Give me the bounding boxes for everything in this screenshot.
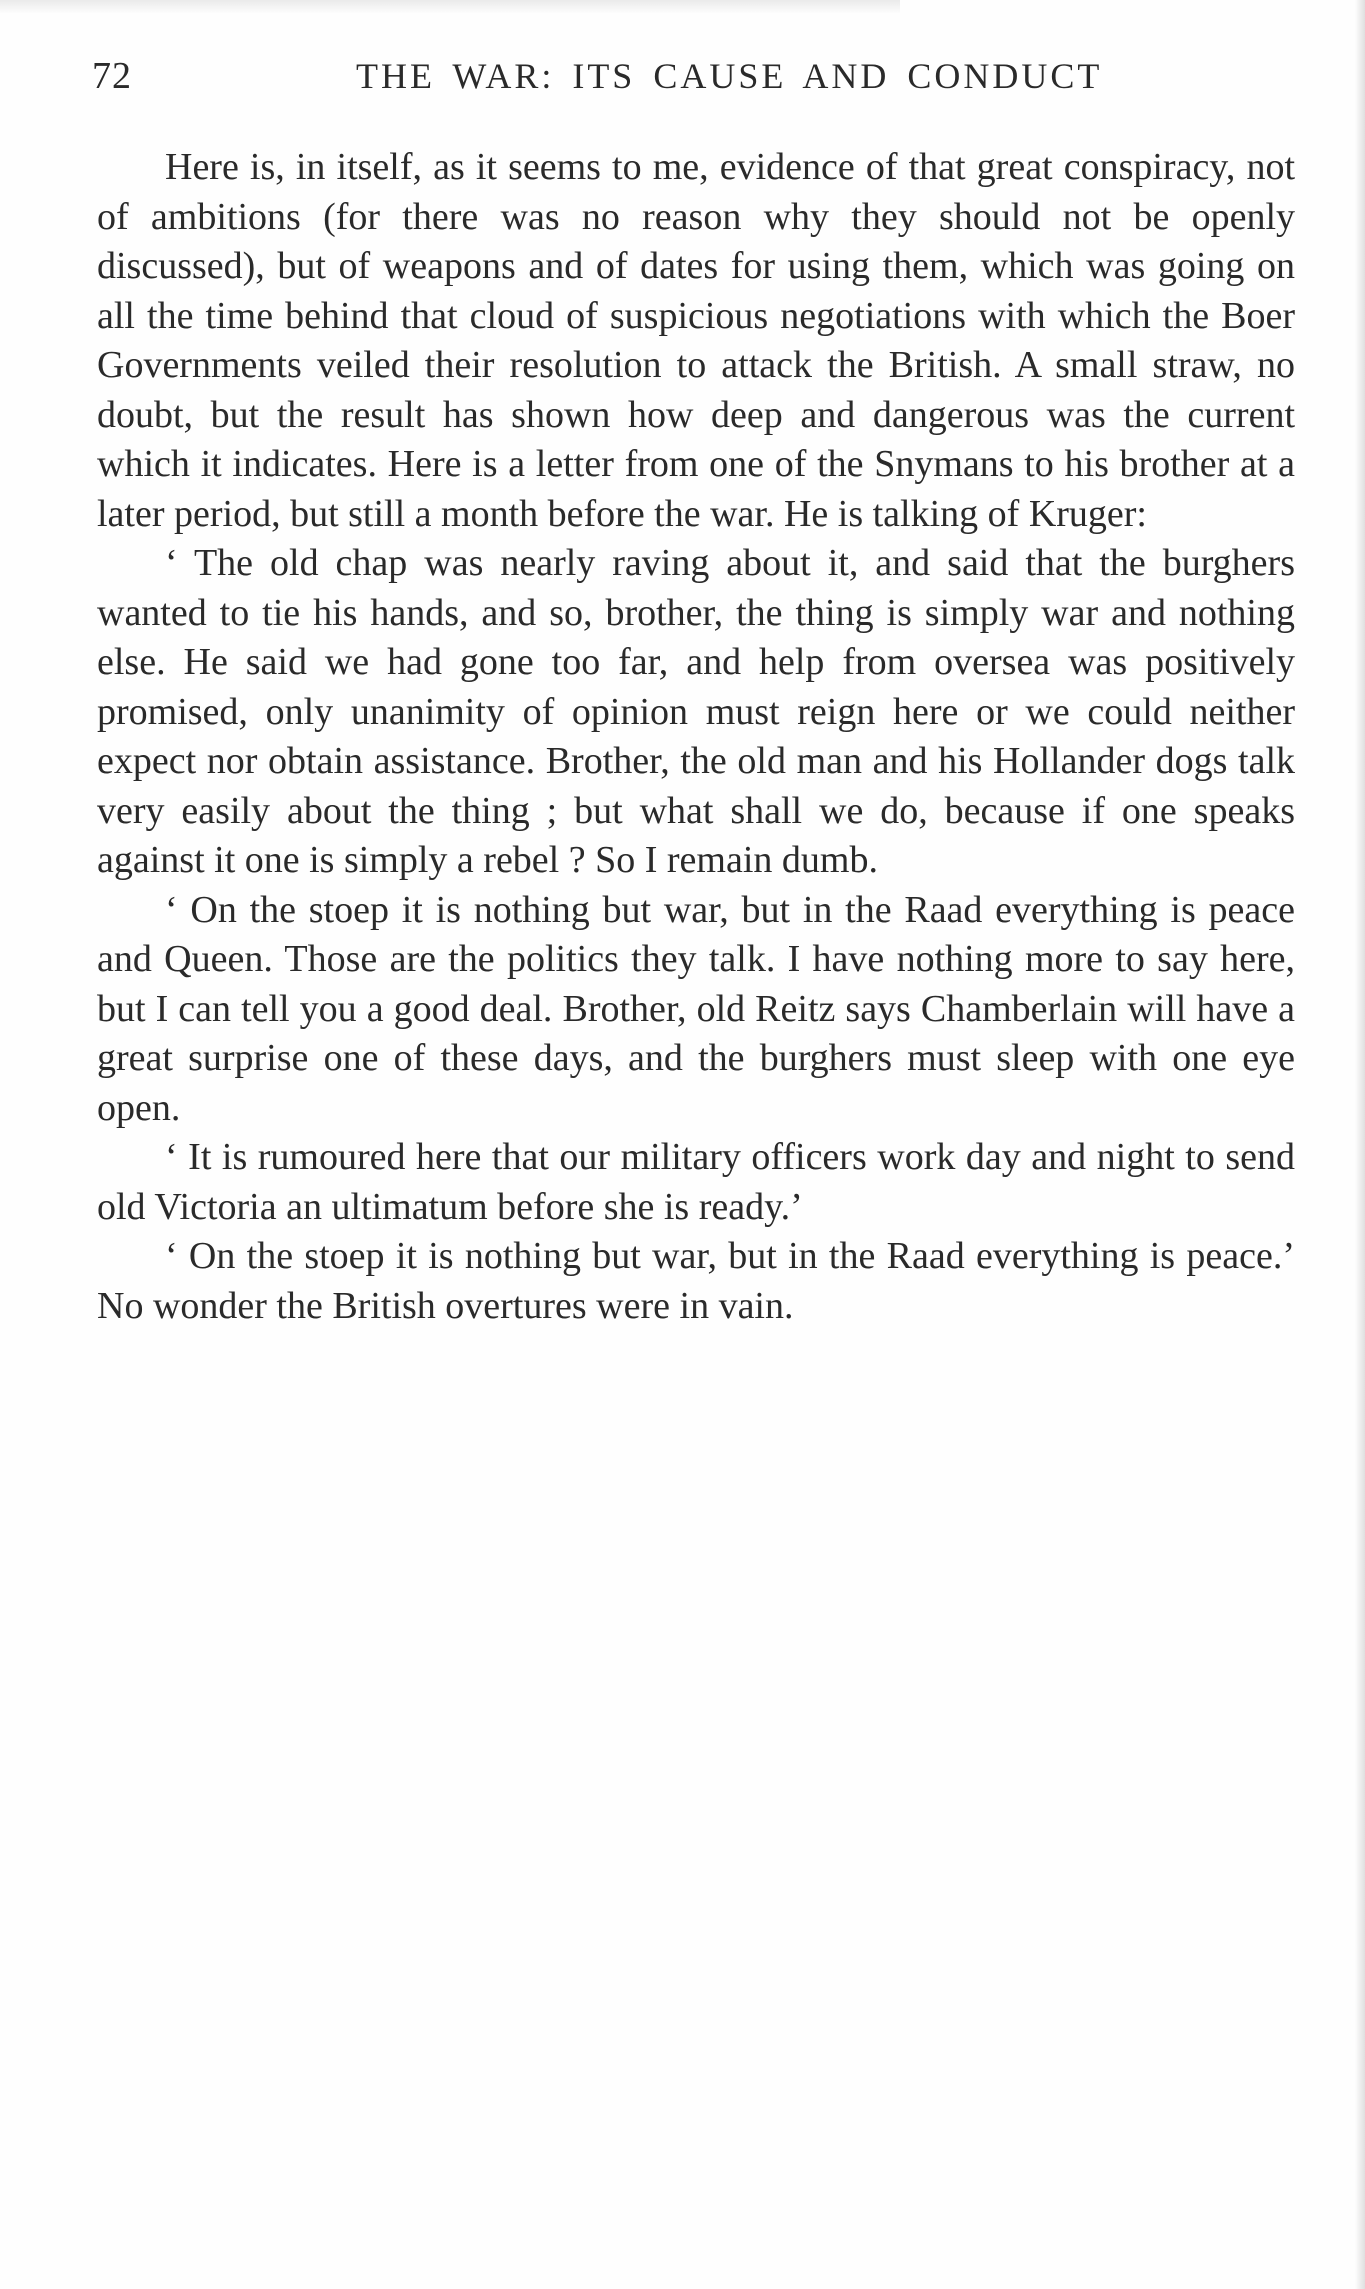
- page-header: [92, 54, 1292, 104]
- body-text: [97, 143, 1295, 1331]
- running-head: THE WAR: ITS CAUSE AND CONDUCT: [356, 56, 1103, 96]
- page-number: 72: [92, 55, 132, 97]
- paragraph: ‘ The old chap was nearly raving about it, and said that the burghers wanted to tie his hands, and so, brother, the thing is simply war and nothing else. He said we had gone too far, and help from oversea was positively promised, only unanimity of opinion must reign here or we could neither expect nor obtain assistance. Brother, the old man and his Hollander dogs talk very easily about the thing ; but what shall we do, because if one speaks against it one is simply a rebel ? So I remain dumb.: [97, 542, 1295, 881]
- paragraph: ‘ On the stoep it is nothing but war, but in the Raad everything is peace.’ No wonder the British overtures were in vain.: [97, 1235, 1295, 1327]
- scan-top-edge: [0, 0, 900, 14]
- paragraph: Here is, in itself, as it seems to me, evidence of that great conspiracy, not of ambitions (for there was no reason why they should not be openly discussed), but of weapons and of dates for using them, which was going on all the time behind that cloud of suspicious negotiations with which the Boer Governments veiled their resolution to attack the British. A small straw, no doubt, but the result has shown how deep and dangerous was the current which it indicates. Here is a letter from one of the Snymans to his brother at a later period, but still a month before the war. He is talking of Kruger:: [97, 146, 1295, 535]
- paragraph: ‘ On the stoep it is nothing but war, but in the Raad everything is peace and Queen. Those are the politics they talk. I have nothing more to say here, but I can tell you a good deal. Brother, old Reitz says Chamberlain will have a great surprise one of these days, and the burghers must sleep with one eye open.: [97, 888, 1295, 1129]
- paragraph: ‘ It is rumoured here that our military officers work day and night to send old Victoria an ultimatum before she is ready.’: [97, 1136, 1295, 1228]
- scan-right-edge: [1355, 0, 1365, 2289]
